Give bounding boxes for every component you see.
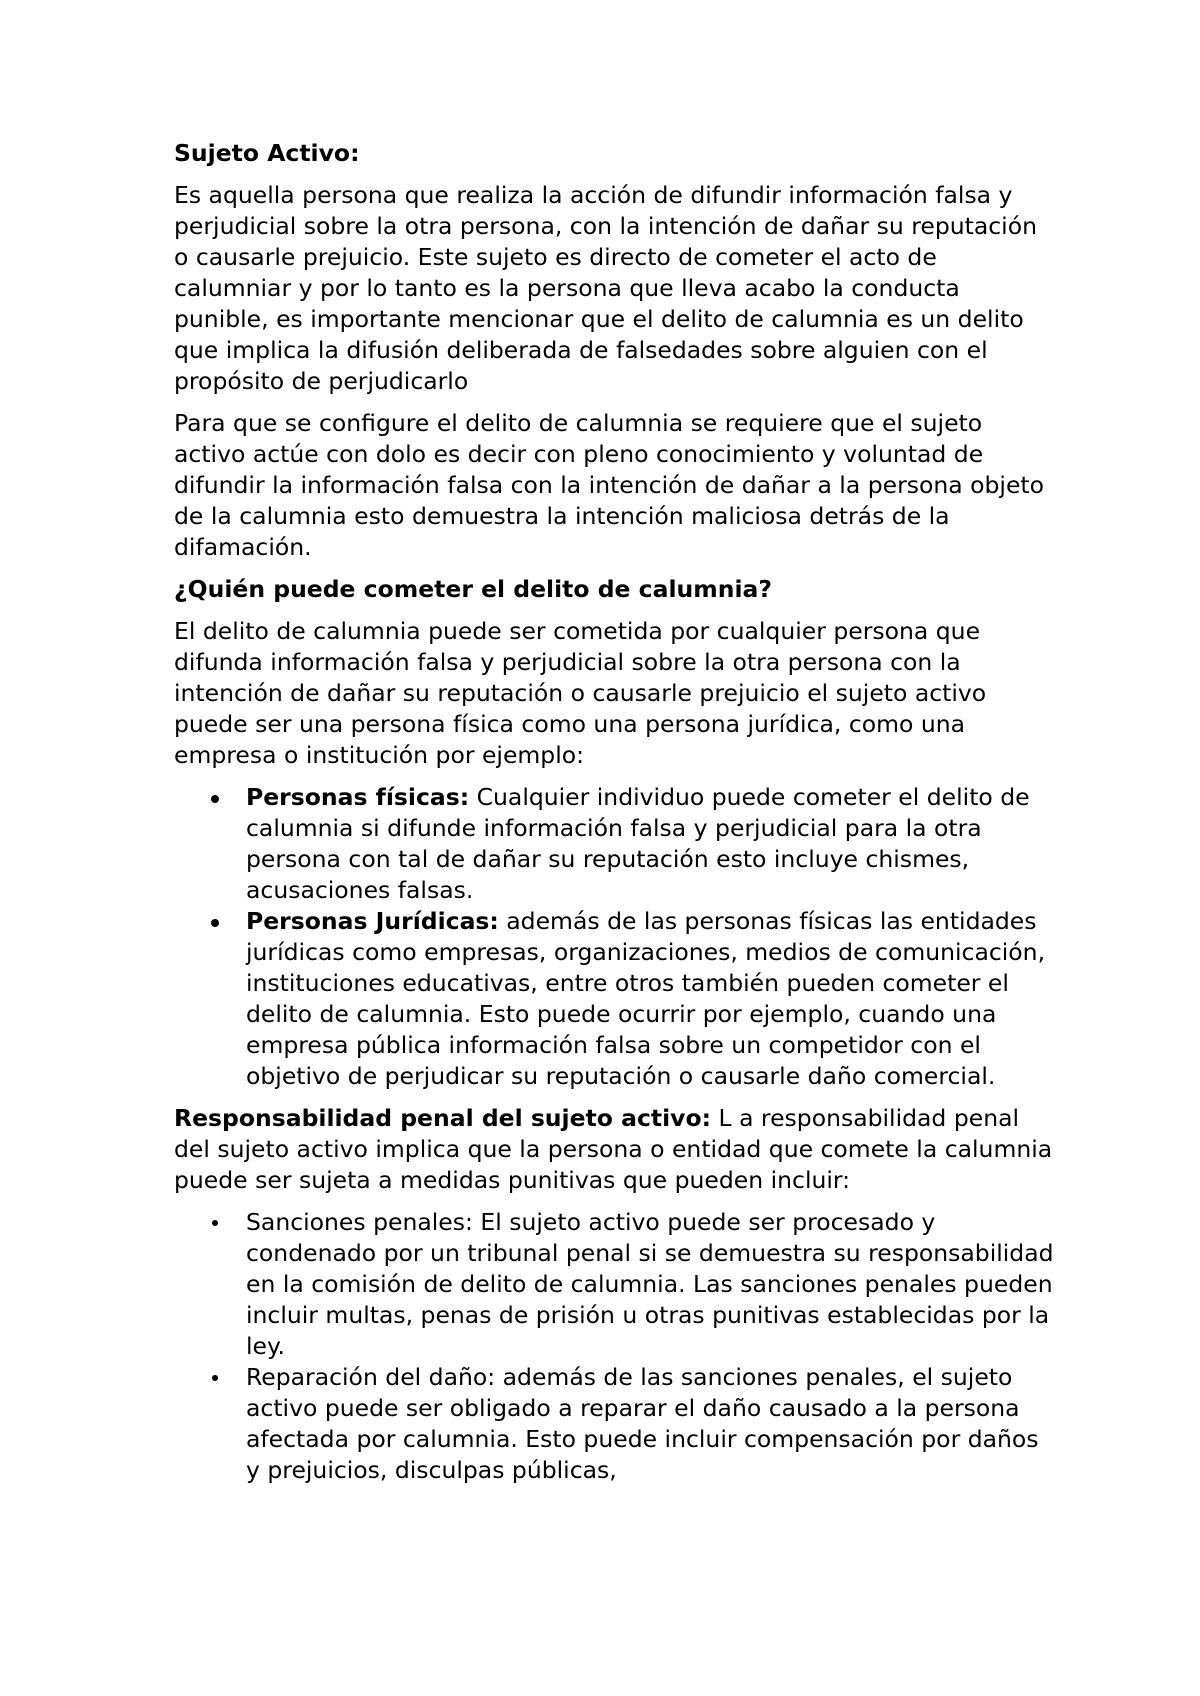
list-item [174,1207,1054,1362]
list-item [174,782,1054,906]
paragraph-definition: Es aquella persona que realiza la acción de difundir información falsa y perjudicial sobre la otra persona, con la intención de dañar su reputación o causarle prejuicio. Este sujeto es directo de cometer el acto de calumniar y por lo tanto es la persona que lleva acabo la conducta punible, es importante mencionar que el delito de calumnia es un delito que implica la difusión deliberada de falsedades sobre alguien con el propósito de perjudicarlo [174,181,1037,395]
section-heading-sujeto-activo: Sujeto Activo: [174,139,360,167]
paragraph-quien-puede: El delito de calumnia puede ser cometida por cualquier persona que difunda información falsa y perjudicial sobre la otra persona con la intención de dañar su reputación o causarle prejuicio el sujeto activo puede ser una persona física como una persona jurídica, como una empresa o institución por ejemplo: [174,617,987,769]
list-item-text: Reparación del daño: además de las sanciones penales, el sujeto activo puede ser obligado a reparar el daño causado a la persona afectada por calumnia. Esto puede incluir compensación por daños y prejuicios, disculpas públicas, [246,1363,1039,1484]
document-page [174,138,1054,1497]
bullet-list-sanciones [174,1207,1054,1486]
bullet-list-personas [174,782,1054,1092]
list-item-text: además de las personas físicas las entidades jurídicas como empresas, organizaciones, medios de comunicación, instituciones educativas, entre otros también pueden cometer el delito de calumnia. Esto puede ocurrir por ejemplo, cuando una empresa pública información falsa sobre un competidor con el objetivo de perjudicar su reputación o causarle daño comercial. [246,907,1046,1090]
bullet-icon [212,1375,218,1381]
bullet-icon [211,795,219,803]
paragraph-dolo: Para que se configure el delito de calumnia se requiere que el sujeto activo actúe con dolo es decir con pleno conocimiento y voluntad de difundir la información falsa con la intención de dañar a la persona objeto de la calumnia esto demuestra la intención maliciosa detrás de la difamación. [174,409,1045,561]
list-item-term: Personas Jurídicas: [246,907,499,935]
responsabilidad-term: Responsabilidad penal del sujeto activo: [174,1104,712,1132]
list-item-term: Personas físicas: [246,783,470,811]
bullet-icon [212,1220,218,1226]
list-item-text: Cualquier individuo puede cometer el delito de calumnia si difunde información falsa y perjudicial para la otra persona con tal de dañar su reputación esto incluye chismes, acusaciones falsas. [246,783,1030,904]
bullet-icon [211,919,219,927]
list-item-text: Sanciones penales: El sujeto activo puede ser procesado y condenado por un tribunal penal si se demuestra su responsabilidad en la comisión de delito de calumnia. Las sanciones penales pueden incluir multas, penas de prisión u otras punitivas establecidas por la ley. [246,1208,1054,1360]
responsabilidad-text: L a responsabilidad penal del sujeto activo implica que la persona o entidad que comete la calumnia puede ser sujeta a medidas punitivas que pueden incluir: [174,1104,1053,1194]
list-item [174,906,1054,1092]
paragraph-responsabilidad [174,1103,1054,1196]
list-item [174,1362,1054,1486]
section-heading-quien-puede: ¿Quién puede cometer el delito de calumnia? [174,575,772,603]
